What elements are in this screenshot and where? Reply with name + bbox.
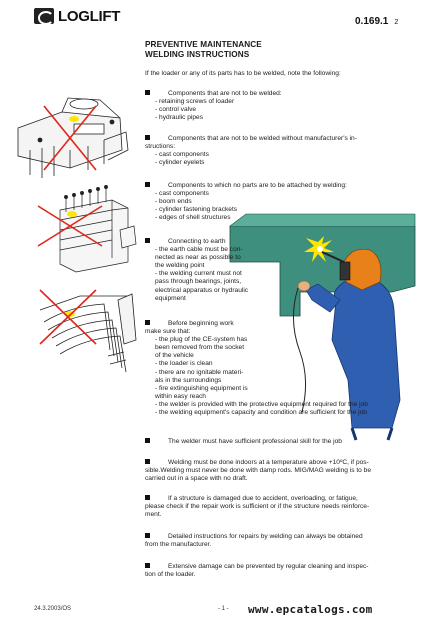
- no-attach-heading: Components to which no parts are to be attached by welding:: [168, 182, 347, 189]
- title-line-1: PREVENTIVE MAINTENANCE: [145, 40, 262, 49]
- weld-spot-2: [67, 211, 77, 217]
- no-permission-heading-2: structions:: [145, 143, 176, 151]
- section-detailed: [145, 533, 363, 549]
- before-heading: Before beginning work: [168, 320, 234, 327]
- no-permission-heading-1: Components that are not to be welded without manufacturer's in-: [168, 135, 357, 142]
- before-line-9: within easy reach: [155, 392, 206, 400]
- section-skill: [145, 438, 342, 446]
- earth-line-5: pass through bearings, joints,: [155, 278, 242, 286]
- section-not-welded: [145, 90, 282, 122]
- indoors-line-3: carried out in a space with no draft.: [145, 475, 248, 483]
- bullet-icon: [145, 533, 150, 538]
- bullet-icon: [145, 320, 150, 325]
- no-permission-item-2: - cylinder eyelets: [155, 159, 205, 167]
- brand-name: LOGLIFT: [58, 7, 121, 25]
- before-line-8: - fire extinguishing equipment is: [155, 384, 248, 392]
- indoors-line-2: sible.Welding must never be done with damp rods. MIG/MAG welding is to be: [145, 467, 372, 475]
- bullet-icon: [145, 90, 150, 95]
- before-line-5: - the loader is clean: [155, 360, 213, 368]
- before-line-10: - the welder is provided with the protective equipment required for the job: [155, 400, 368, 408]
- no-permission-item-1: - cast components: [155, 151, 209, 159]
- no-attach-item-3: - cylinder fastening brackets: [155, 206, 238, 214]
- section-no-attach: [145, 182, 347, 222]
- section-extensive: [145, 563, 369, 579]
- damaged-line-3: ment.: [145, 511, 162, 519]
- bullet-icon: [145, 495, 150, 500]
- no-attach-item-4: - edges of shell structures: [155, 214, 231, 222]
- earth-line-4: - the welding current must not: [155, 270, 242, 278]
- before-line-4: of the vehicle: [155, 352, 194, 360]
- weld-spot-1: [69, 116, 79, 122]
- title-line-2: WELDING INSTRUCTIONS: [145, 50, 250, 59]
- earth-line-3: the welding point: [155, 262, 205, 270]
- document-number-value: 0.169.1: [355, 16, 389, 27]
- page-reference: 2: [394, 19, 399, 26]
- earth-heading: Connecting to earth: [168, 238, 226, 245]
- bullet-icon: [145, 438, 150, 443]
- bullet-icon: [145, 459, 150, 464]
- earth-line-1: - the earth cable must be con-: [155, 246, 243, 254]
- extensive-line-1: Extensive damage can be prevented by regular cleaning and inspec-: [168, 563, 369, 570]
- not-welded-item-1: - retaining screws of loader: [155, 98, 235, 106]
- earth-line-6: electrical apparatus or hydraulic: [155, 286, 249, 294]
- watermark-text: www.epcatalogs.com: [248, 603, 373, 616]
- earth-line-2: nected as near as possible to: [155, 254, 241, 262]
- bullet-icon: [145, 135, 150, 140]
- before-line-6: - there are no ignitable materi-: [155, 368, 244, 376]
- before-line-7: als in the surroundings: [155, 376, 222, 384]
- before-line-2: - the plug of the CE-system has: [155, 336, 248, 344]
- hydraulic-pipes-illustration: [40, 294, 136, 372]
- intro-text: If the loader or any of its parts has to be welded, note the following:: [145, 70, 341, 77]
- section-no-permission: [145, 135, 357, 167]
- bullet-icon: [145, 238, 150, 243]
- footer-page-number: - 1 -: [218, 606, 229, 612]
- before-line-11: - the welding equipment's capacity and condition are sufficient for the job: [155, 409, 367, 417]
- not-welded-heading: Components that are not to be welded:: [168, 90, 282, 97]
- before-line-1: make sure that:: [145, 328, 191, 336]
- skill-text: The welder must have sufficient professional skill for the job: [168, 438, 342, 445]
- no-attach-item-1: - cast components: [155, 190, 209, 198]
- not-welded-item-2: - control valve: [155, 106, 197, 114]
- not-welded-item-3: - hydraulic pipes: [155, 114, 204, 122]
- no-attach-item-2: - boom ends: [155, 198, 192, 206]
- section-indoors: [145, 459, 371, 483]
- extensive-line-2: tion of the loader.: [145, 571, 196, 579]
- section-earth: [145, 238, 248, 303]
- bullet-icon: [145, 182, 150, 187]
- section-before: [145, 320, 368, 417]
- damaged-line-1: If a structure is damaged due to accident, overloading, or fatigue,: [168, 495, 358, 502]
- prohibited-cross-3: [40, 290, 96, 344]
- before-line-3: been removed from the socket: [155, 344, 245, 352]
- damaged-line-2: please check if the repair work is sufficient or if the structure needs reinforce-: [145, 503, 370, 511]
- footer-date: 24.3.2003/OS: [34, 606, 72, 612]
- bullet-icon: [145, 563, 150, 568]
- section-damaged: [145, 495, 369, 519]
- control-valve-illustration: [60, 185, 136, 272]
- detailed-line-2: from the manufacturer.: [145, 541, 212, 549]
- earth-line-7: equipment: [155, 294, 186, 302]
- loader-base-illustration: [18, 98, 128, 178]
- detailed-line-1: Detailed instructions for repairs by welding can always be obtained: [168, 533, 363, 540]
- indoors-line-1: Welding must be done indoors at a temperature above +10ºC, if pos-: [168, 459, 369, 466]
